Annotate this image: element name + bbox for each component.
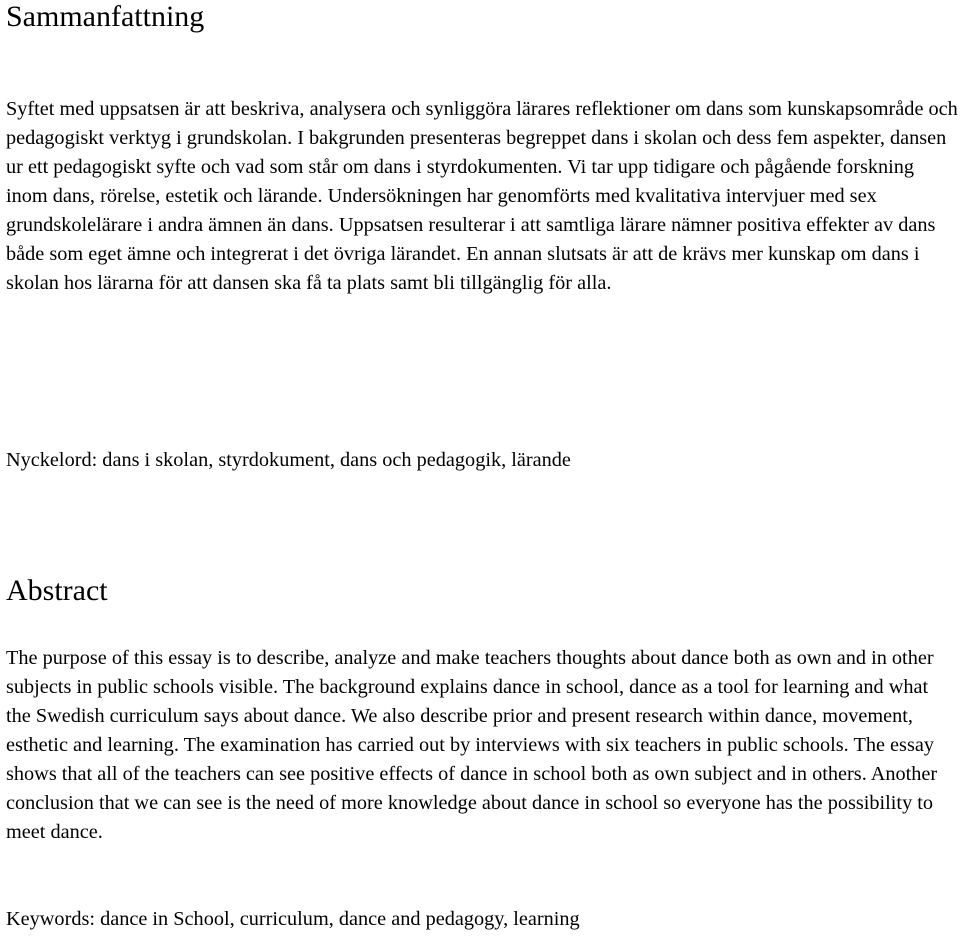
english-keywords: Keywords: dance in School, curriculum, dance and pedagogy, learning (6, 908, 580, 930)
swedish-keywords: Nyckelord: dans i skolan, styrdokument, dans och pedagogik, lärande (6, 449, 571, 471)
swedish-heading: Sammanfattning (6, 0, 205, 33)
english-heading: Abstract (6, 574, 108, 607)
english-abstract-paragraph: The purpose of this essay is to describe, analyze and make teachers thoughts about dance both as own and in other subjects in public schools visible. The background explains dance in school, dance as a tool for learning and what the Swedish curriculum says about dance. We also describe prior and present research within dance, movement, esthetic and learning. The examination has carried out by interviews with six teachers in public schools. The essay shows that all of the teachers can see positive effects of dance in school both as own subject and in others. Another conclusion that we can see is the need of more knowledge about dance in school so everyone has the possibility to meet dance. (6, 647, 938, 843)
swedish-abstract-paragraph: Syftet med uppsatsen är att beskriva, analysera och synliggöra lärares reflektioner om dans som kunskapsområde och pedagogiskt verktyg i grundskolan. I bakgrunden presenteras begreppet dans i skolan och dess fem aspekter, dansen ur ett pedagogiskt syfte och vad som står om dans i styrdokumenten. Vi tar upp tidigare och pågående forskning inom dans, rörelse, estetik och lärande. Undersökningen har genomförts med kvalitativa intervjuer med sex grundskolelärare i andra ämnen än dans. Uppsatsen resulterar i att samtliga lärare nämner positiva effekter av dans både som eget ämne och integrerat i det övriga lärandet. En annan slutsats är att de krävs mer kunskap om dans i skolan hos lärarna för att dansen ska få ta plats samt bli tillgänglig för alla. (6, 98, 958, 294)
